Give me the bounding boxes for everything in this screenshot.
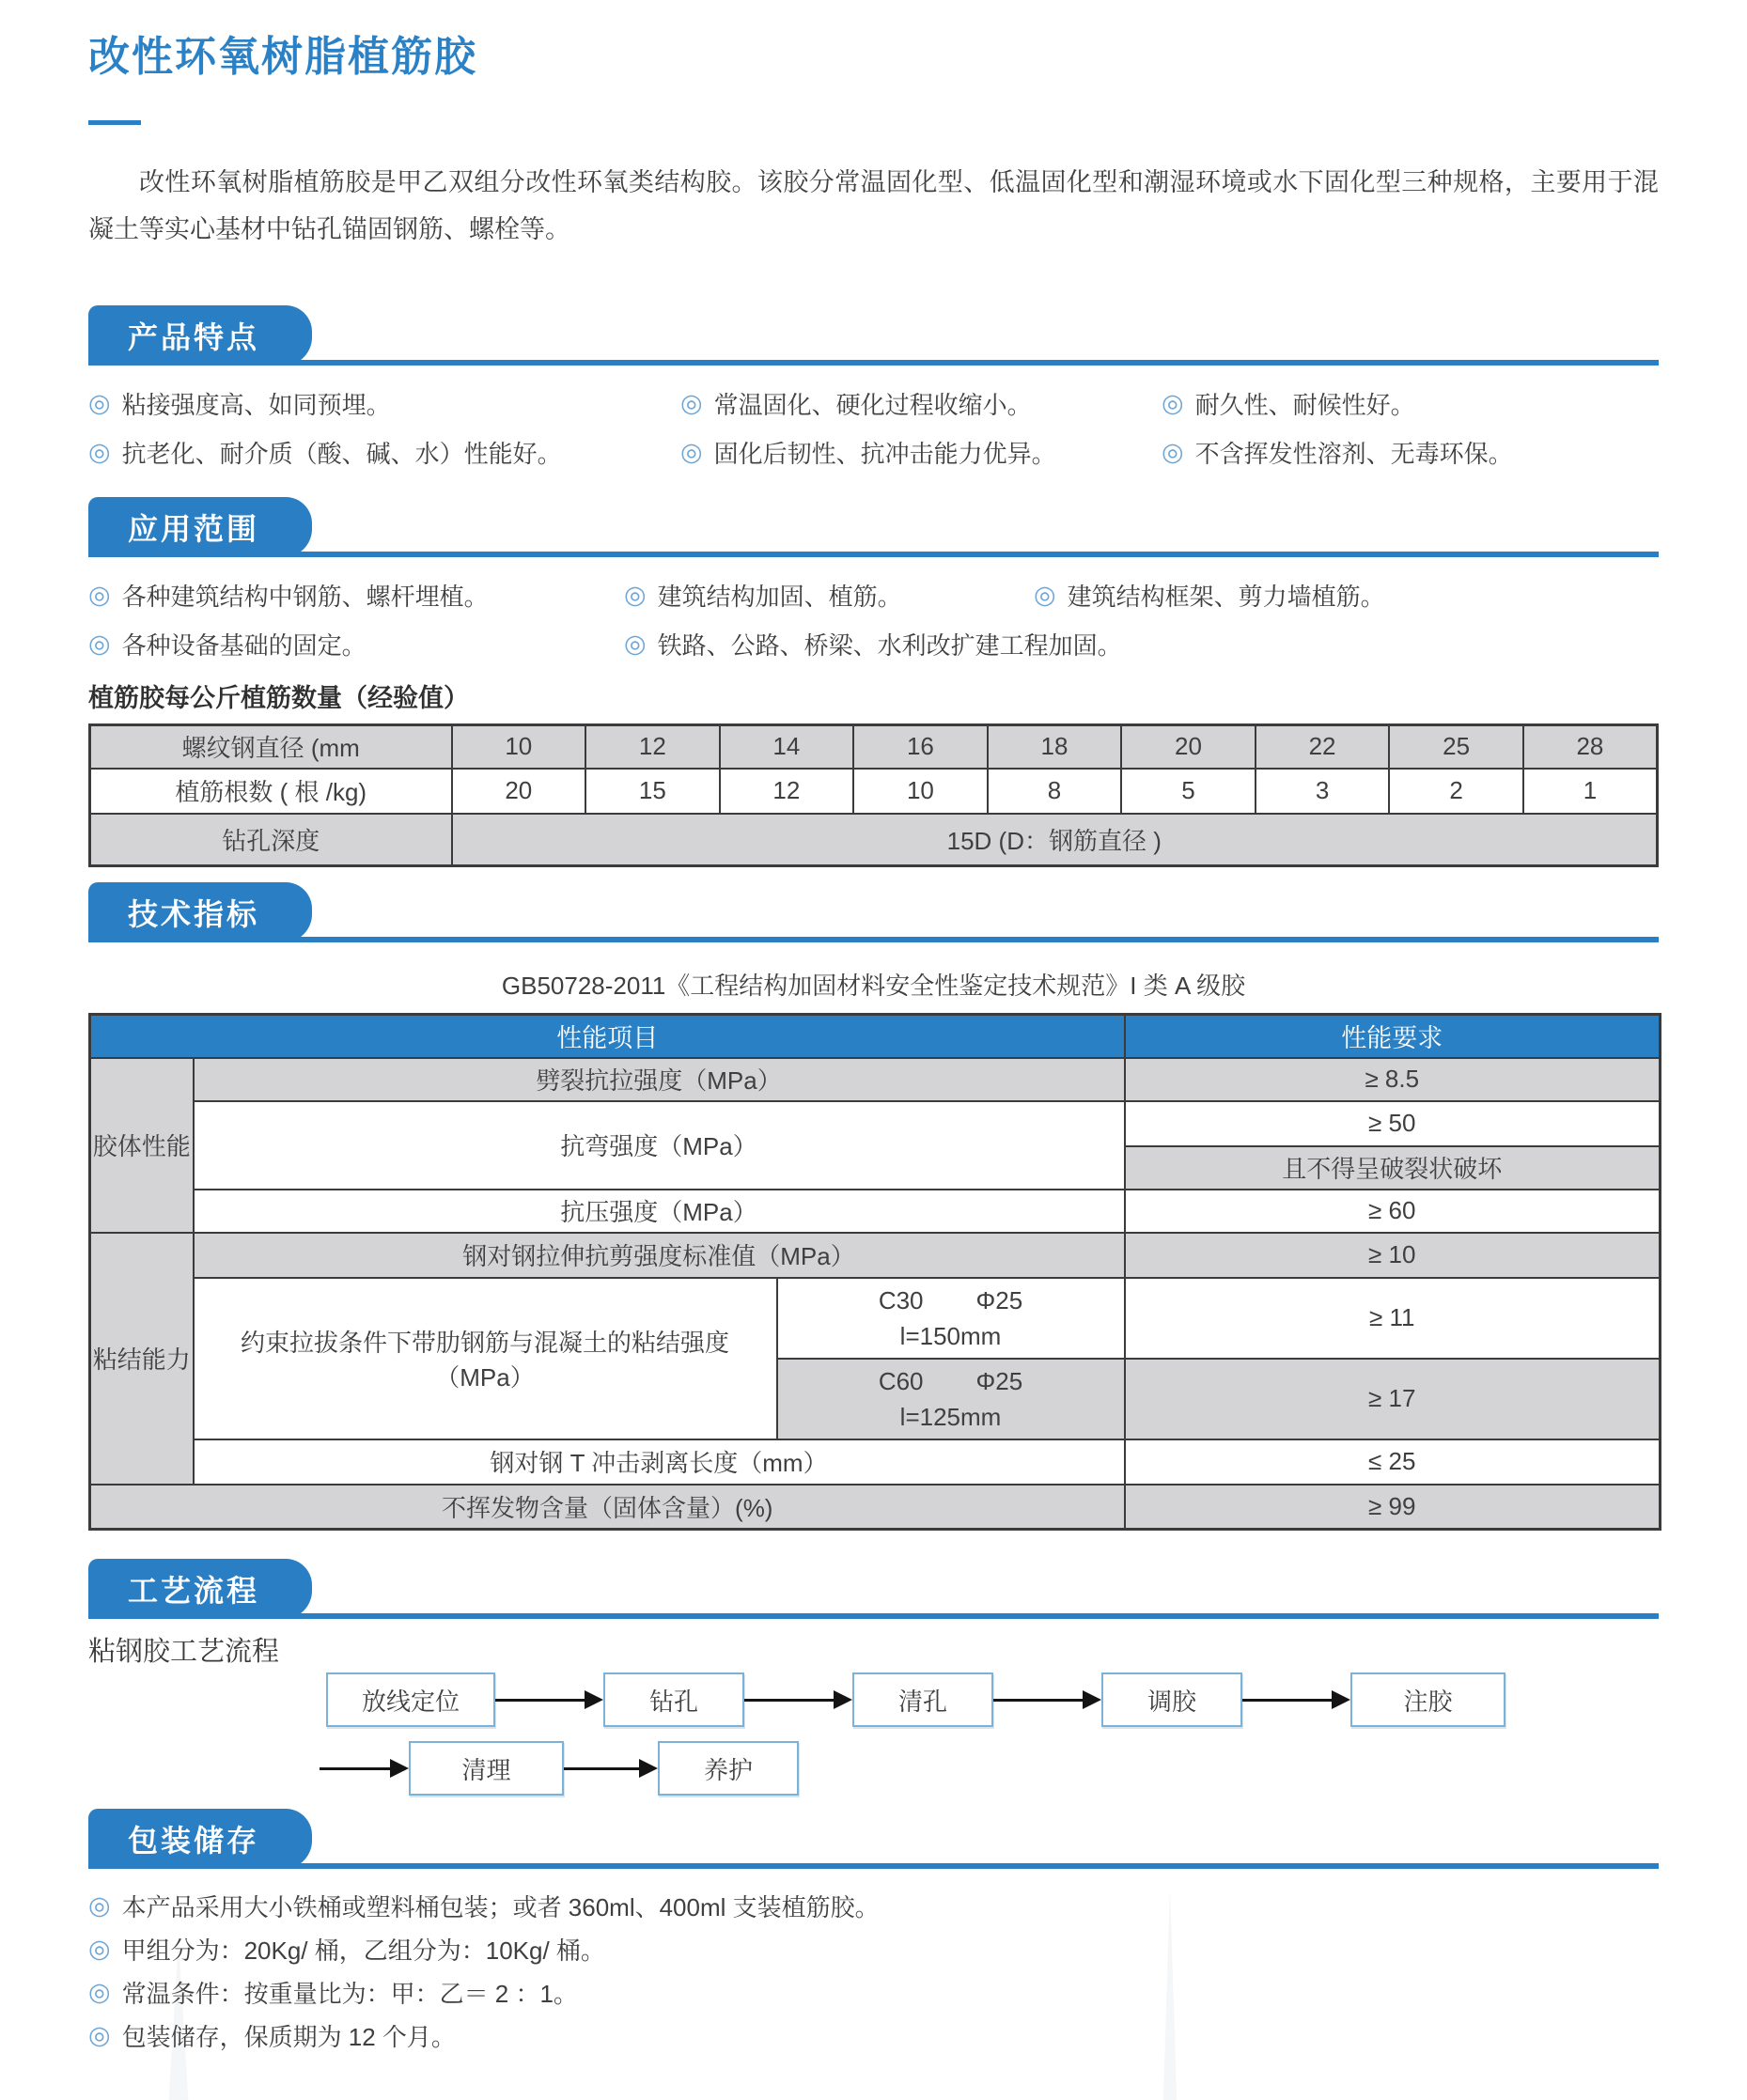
title-underline — [88, 120, 141, 125]
rebar-count-table — [88, 723, 1659, 867]
flow-step-box: 钻孔 — [603, 1672, 744, 1727]
double-circle-bullet-icon: ◎ — [1034, 580, 1056, 609]
table-row — [90, 769, 1658, 814]
table-row — [90, 1485, 1661, 1530]
spec-table — [88, 1013, 1661, 1531]
feature-item-text: 抗老化、耐介质（酸、碱、水）性能好。 — [121, 439, 562, 468]
section-header-process — [88, 1559, 1659, 1619]
section-header-applications — [88, 497, 1659, 557]
condition-text-line: l=125mm — [899, 1402, 1002, 1431]
diameter-cell: 20 — [1121, 725, 1256, 769]
double-circle-bullet-icon: ◎ — [88, 1934, 111, 1963]
packaging-item — [88, 1927, 1659, 1970]
process-heading-badge: 工艺流程 — [88, 1559, 312, 1619]
requirement-cell: ≥ 50 — [1125, 1101, 1661, 1146]
condition-text-line — [778, 1363, 1124, 1399]
packaging-item — [88, 1884, 1659, 1927]
specs-heading-badge: 技术指标 — [88, 882, 312, 942]
packaging-item-text: 常温条件：按重量比为：甲：乙＝ 2 ：1。 — [121, 1979, 578, 2008]
count-cell: 2 — [1389, 769, 1523, 814]
count-cell: 12 — [720, 769, 854, 814]
application-item-text: 建筑结构加固、植筋。 — [657, 582, 902, 611]
features-list — [88, 382, 1659, 473]
feature-item-text: 不含挥发性溶剂、无毒环保。 — [1194, 439, 1513, 468]
diameter-cell: 22 — [1256, 725, 1390, 769]
condition-cell — [777, 1278, 1125, 1359]
table-row — [90, 1190, 1661, 1233]
requirement-cell: ≥ 10 — [1125, 1233, 1661, 1278]
table-row — [90, 1439, 1661, 1485]
count-cell: 3 — [1256, 769, 1390, 814]
condition-text-line — [778, 1283, 1124, 1318]
double-circle-bullet-icon: ◎ — [88, 388, 111, 417]
row-header-cell: 螺纹钢直径 (mm — [90, 725, 452, 769]
flow-step-box: 放线定位 — [326, 1672, 495, 1727]
feature-item-text: 耐久性、耐候性好。 — [1194, 390, 1415, 419]
count-cell: 5 — [1121, 769, 1256, 814]
application-item-empty — [1034, 623, 1659, 664]
table-row — [90, 1233, 1661, 1278]
double-circle-bullet-icon: ◎ — [88, 1977, 111, 2006]
feature-item — [1162, 431, 1659, 473]
applications-heading-badge: 应用范围 — [88, 497, 312, 557]
drill-depth-cell: 15D (D：钢筋直径 ) — [452, 814, 1658, 866]
requirement-cell: ≤ 25 — [1125, 1439, 1661, 1485]
property-cell: 钢对钢 T 冲击剥离长度（mm） — [194, 1439, 1125, 1485]
feature-item-text: 固化后韧性、抗冲击能力优异。 — [713, 439, 1056, 468]
feature-item — [680, 382, 1162, 424]
requirement-cell: ≥ 8.5 — [1125, 1058, 1661, 1101]
count-cell: 15 — [585, 769, 720, 814]
table-row — [90, 725, 1658, 769]
count-cell: 20 — [452, 769, 586, 814]
datasheet-page — [0, 23, 1747, 2057]
right-arrow-icon — [1242, 1690, 1350, 1709]
packaging-item-text: 包装储存，保质期为 12 个月。 — [121, 2022, 456, 2051]
column-header-requirement: 性能要求 — [1125, 1015, 1661, 1058]
property-cell: 抗弯强度（MPa） — [194, 1101, 1125, 1190]
application-item-text: 各种设备基础的固定。 — [121, 630, 367, 660]
double-circle-bullet-icon: ◎ — [624, 580, 647, 609]
concrete-grade: C30 — [878, 1285, 924, 1314]
double-circle-bullet-icon: ◎ — [680, 388, 703, 417]
application-item — [88, 574, 624, 615]
flow-step-box: 注胶 — [1350, 1672, 1505, 1727]
flow-step-box: 清孔 — [852, 1672, 993, 1727]
packaging-list — [88, 1884, 1659, 2057]
property-text-line: 约束拉拔条件下带肋钢筋与混凝土的粘结强度 — [240, 1328, 729, 1357]
column-header-item: 性能项目 — [90, 1015, 1125, 1058]
count-cell: 10 — [853, 769, 988, 814]
packaging-item — [88, 2014, 1659, 2057]
standard-caption: GB50728-2011《工程结构加固材料安全性鉴定技术规范》I 类 A 级胶 — [501, 972, 1246, 1000]
group-cell-bonding: 粘结能力 — [90, 1233, 194, 1485]
double-circle-bullet-icon: ◎ — [1162, 437, 1184, 466]
property-cell: 不挥发物含量（固体含量）(%) — [90, 1485, 1125, 1530]
application-item — [88, 623, 624, 664]
row-header-cell: 植筋根数 ( 根 /kg) — [90, 769, 452, 814]
feature-item — [88, 431, 680, 473]
feature-item — [680, 431, 1162, 473]
double-circle-bullet-icon: ◎ — [88, 1890, 111, 1920]
bar-diameter: Φ25 — [975, 1366, 1023, 1395]
application-item — [624, 623, 1122, 664]
table-row — [90, 1058, 1661, 1101]
diameter-cell: 10 — [452, 725, 586, 769]
diameter-cell: 12 — [585, 725, 720, 769]
double-circle-bullet-icon: ◎ — [1162, 388, 1184, 417]
right-arrow-icon — [495, 1690, 603, 1709]
table-header-row — [90, 1015, 1661, 1058]
requirement-cell: ≥ 11 — [1125, 1278, 1661, 1359]
requirement-cell: 且不得呈破裂状破坏 — [1125, 1146, 1661, 1190]
concrete-grade: C60 — [878, 1366, 924, 1395]
property-text-line: （MPa） — [435, 1362, 535, 1392]
section-header-packaging — [88, 1809, 1659, 1869]
packaging-item-text: 本产品采用大小铁桶或塑料桶包装；或者 360ml、400ml 支装植筋胶。 — [121, 1892, 880, 1921]
diameter-cell: 18 — [988, 725, 1122, 769]
flow-step-box: 调胶 — [1101, 1672, 1242, 1727]
double-circle-bullet-icon: ◎ — [88, 2020, 111, 2049]
section-header-features — [88, 305, 1659, 366]
application-item-text: 铁路、公路、桥梁、水利改扩建工程加固。 — [657, 630, 1122, 660]
count-cell: 1 — [1523, 769, 1658, 814]
flow-row-1 — [326, 1672, 1659, 1727]
double-circle-bullet-icon: ◎ — [680, 437, 703, 466]
property-cell — [194, 1278, 777, 1439]
group-cell-colloid: 胶体性能 — [90, 1058, 194, 1233]
flow-step-box: 清理 — [409, 1741, 564, 1796]
feature-item-text: 常温固化、硬化过程收缩小。 — [713, 390, 1032, 419]
table-row — [90, 1278, 1661, 1359]
features-heading-badge: 产品特点 — [88, 305, 312, 366]
right-arrow-icon — [744, 1690, 852, 1709]
property-cell: 抗压强度（MPa） — [194, 1190, 1125, 1233]
page-title: 改性环氧树脂植筋胶 — [88, 34, 477, 80]
section-header-specs — [88, 882, 1659, 942]
condition-text-line: l=150mm — [899, 1321, 1002, 1350]
diameter-cell: 16 — [853, 725, 988, 769]
row-header-cell: 钻孔深度 — [90, 814, 452, 866]
count-cell: 8 — [988, 769, 1122, 814]
packaging-item — [88, 1970, 1659, 2014]
property-cell: 钢对钢拉伸抗剪强度标准值（MPa） — [194, 1233, 1125, 1278]
feature-item-text: 粘接强度高、如同预埋。 — [121, 390, 391, 419]
diameter-cell: 14 — [720, 725, 854, 769]
table-row — [90, 814, 1658, 866]
bar-diameter: Φ25 — [975, 1285, 1023, 1314]
diameter-cell: 25 — [1389, 725, 1523, 769]
requirement-cell: ≥ 99 — [1125, 1485, 1661, 1530]
rebar-table-title: 植筋胶每公斤植筋数量（经验值） — [88, 684, 469, 712]
applications-list — [88, 574, 1659, 664]
double-circle-bullet-icon: ◎ — [88, 437, 111, 466]
packaging-item-text: 甲组分为：20Kg/ 桶，乙组分为：10Kg/ 桶。 — [121, 1936, 605, 1965]
application-item — [1034, 574, 1659, 615]
application-item — [624, 574, 1034, 615]
intro-paragraph: 改性环氧树脂植筋胶是甲乙双组分改性环氧类结构胶。该胶分常温固化型、低温固化型和潮湿环境或水下固化型三种规格，主要用于混凝土等实心基材中钻孔锚固钢筋、螺栓等。 — [88, 168, 1659, 243]
right-arrow-icon — [320, 1759, 409, 1778]
requirement-cell: ≥ 17 — [1125, 1359, 1661, 1439]
application-item-text: 各种建筑结构中钢筋、螺杆埋植。 — [121, 582, 489, 611]
diameter-cell: 28 — [1523, 725, 1658, 769]
condition-cell — [777, 1359, 1125, 1439]
application-item-text: 建筑结构框架、剪力墙植筋。 — [1067, 582, 1385, 611]
feature-item — [1162, 382, 1659, 424]
flow-subtitle: 粘钢胶工艺流程 — [88, 1637, 280, 1667]
right-arrow-icon — [564, 1759, 658, 1778]
flow-step-box: 养护 — [658, 1741, 799, 1796]
property-cell: 劈裂抗拉强度（MPa） — [194, 1058, 1125, 1101]
feature-item — [88, 382, 680, 424]
double-circle-bullet-icon: ◎ — [88, 580, 111, 609]
right-arrow-icon — [993, 1690, 1101, 1709]
double-circle-bullet-icon: ◎ — [624, 629, 647, 658]
requirement-cell: ≥ 60 — [1125, 1190, 1661, 1233]
flow-row-2 — [320, 1741, 1659, 1796]
table-row — [90, 1101, 1661, 1146]
double-circle-bullet-icon: ◎ — [88, 629, 111, 658]
packaging-heading-badge: 包装储存 — [88, 1809, 312, 1869]
